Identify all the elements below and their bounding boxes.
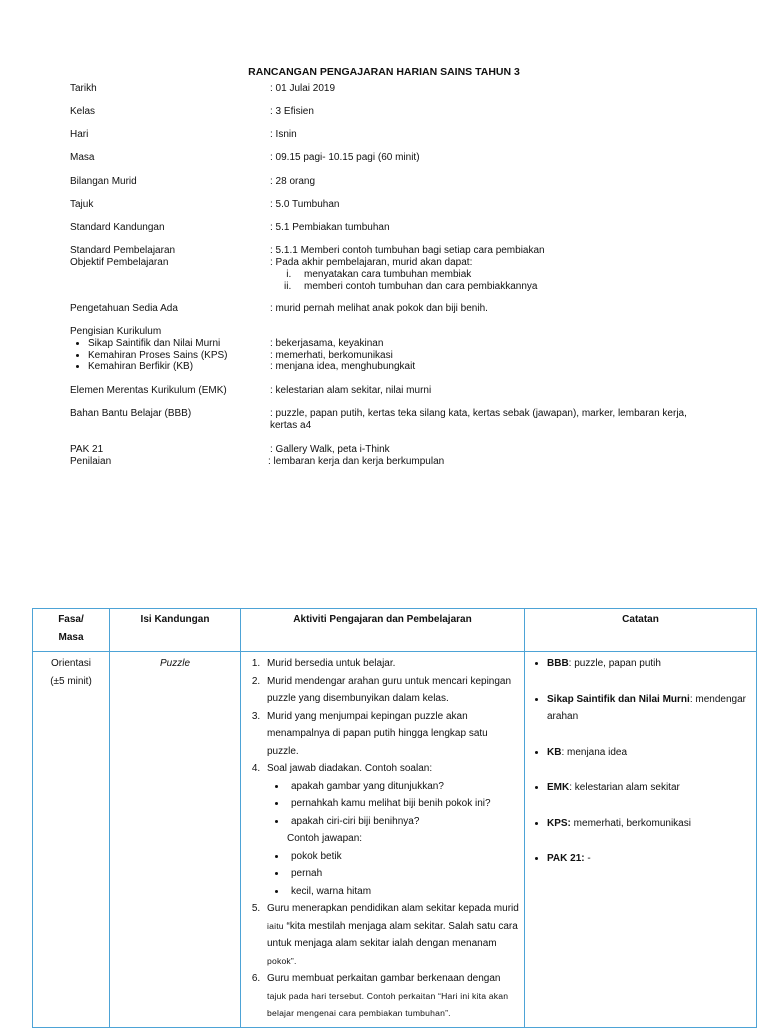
list-item: 3. Murid yang menjumpai kepingan puzzle akan menampalnya di papan putih hingga lengkap satu puzzle. bbox=[263, 708, 520, 761]
column-header-fasa bbox=[33, 609, 110, 652]
list-item: • pernahkah kamu melihat biji benih pokok ini? bbox=[287, 795, 520, 813]
item-text: Guru menerapkan pendidikan alam sekitar kepada murid bbox=[267, 903, 519, 914]
field-label: Standard Kandungan bbox=[70, 222, 165, 233]
field-label: Standard Pembelajaran bbox=[70, 245, 176, 256]
field-value: : 5.0 Tumbuhan bbox=[270, 199, 340, 210]
field-label: Masa bbox=[70, 152, 95, 163]
list-item bbox=[547, 815, 752, 833]
field-label: Tarikh bbox=[70, 83, 97, 94]
list-item: • apakah gambar yang ditunjukkan? bbox=[287, 778, 520, 796]
jawapan-list bbox=[267, 848, 520, 901]
field-value: : menjana idea, menghubungkait bbox=[270, 361, 416, 372]
field-label: Kelas bbox=[70, 106, 96, 117]
list-item: • apakah ciri-ciri biji benihnya? bbox=[287, 813, 520, 831]
table-header-row bbox=[33, 609, 757, 652]
item-text: - bbox=[584, 853, 591, 864]
field-value: : 5.1 Pembiakan tumbuhan bbox=[270, 222, 390, 233]
item-text: iaitu bbox=[267, 920, 284, 931]
item-key: PAK 21: bbox=[547, 853, 585, 864]
list-item bbox=[547, 779, 752, 797]
list-item bbox=[263, 900, 520, 970]
column-header-isi: Isi Kandungan bbox=[110, 609, 241, 652]
list-item: • Sikap Saintifik dan Nilai Murni bbox=[88, 338, 278, 350]
catatan-list bbox=[529, 655, 752, 868]
objektif-intro: : Pada akhir pembelajaran, murid akan dapat: bbox=[270, 257, 473, 268]
list-item bbox=[263, 760, 520, 900]
field-value: : 09.15 pagi- 10.15 pagi (60 minit) bbox=[270, 152, 420, 163]
list-item: • Kemahiran Berfikir (KB) bbox=[88, 361, 278, 373]
item-text: memerhati, berkomunikasi bbox=[570, 817, 691, 829]
cell-fasa bbox=[33, 652, 110, 1028]
field-label: Elemen Merentas Kurikulum (EMK) bbox=[70, 385, 227, 396]
objektif-list bbox=[270, 269, 710, 293]
field-value bbox=[270, 257, 710, 293]
item-text: “kita mestilah menjaga alam sekitar. Salah satu cara untuk menjaga alam sekitar ialah dengan menanam bbox=[267, 920, 518, 949]
kurikulum-list bbox=[70, 338, 278, 373]
list-item: • pernah bbox=[287, 865, 520, 883]
lesson-table bbox=[32, 608, 757, 1028]
field-value: : murid pernah melihat anak pokok dan biji benih. bbox=[270, 303, 488, 314]
aktiviti-list bbox=[245, 655, 520, 1023]
cell-isi: Puzzle bbox=[110, 652, 241, 1028]
list-item bbox=[263, 970, 520, 1023]
item-text: Guru membuat perkaitan gambar berkenaan dengan bbox=[267, 973, 501, 984]
list-item: ii. memberi contoh tumbuhan dan cara pembiakkannya bbox=[294, 281, 710, 293]
item-key: KPS: bbox=[547, 817, 571, 829]
field-label: Bilangan Murid bbox=[70, 176, 137, 187]
item-text: Soal jawab diadakan. Contoh soalan: bbox=[267, 763, 433, 774]
kurikulum-values bbox=[270, 338, 710, 373]
field-value: : 01 Julai 2019 bbox=[270, 83, 336, 94]
field-label: Hari bbox=[70, 129, 89, 140]
list-item bbox=[547, 850, 752, 868]
soalan-list bbox=[267, 778, 520, 831]
table-row bbox=[33, 652, 757, 1028]
field-value: : lembaran kerja dan kerja berkumpulan bbox=[268, 456, 445, 467]
field-label: PAK 21 bbox=[70, 444, 104, 455]
list-item: 2. Murid mendengar arahan guru untuk mencari kepingan puzzle yang disembunyikan dalam kelas. bbox=[263, 673, 520, 708]
cell-text: (±5 minit) bbox=[50, 676, 92, 687]
field-value: : puzzle, papan putih, kertas teka silang kata, kertas sebak (jawapan), marker, lembaran kerja, kertas a4 bbox=[270, 408, 687, 431]
item-key: Sikap Saintifik dan Nilai Murni bbox=[547, 693, 690, 705]
cell-text: Orientasi bbox=[50, 658, 91, 669]
list-item: • kecil, warna hitam bbox=[287, 883, 520, 901]
item-key: EMK bbox=[547, 782, 570, 793]
list-item: • Kemahiran Proses Sains (KPS) bbox=[88, 350, 278, 362]
item-key: BBB bbox=[547, 658, 569, 669]
item-text: pokok”. bbox=[267, 955, 297, 966]
document-title: RANCANGAN PENGAJARAN HARIAN SAINS TAHUN 3 bbox=[248, 66, 520, 78]
field-label: Penilaian bbox=[70, 456, 112, 467]
item-text: : mendengar arahan bbox=[547, 693, 746, 722]
field-label: Bahan Bantu Belajar (BBB) bbox=[70, 408, 192, 419]
item-text: : puzzle, papan putih bbox=[568, 658, 661, 669]
list-item bbox=[547, 655, 752, 673]
list-item bbox=[547, 691, 752, 726]
item-text: tajuk pada hari tersebut. Contoh perkaitan “Hari ini kita akan belajar mengenai cara pembiakan tumbuhan”. bbox=[267, 990, 509, 1018]
field-value: : 28 orang bbox=[270, 176, 316, 187]
column-header-catatan: Catatan bbox=[525, 609, 757, 652]
field-label: Tajuk bbox=[70, 199, 94, 210]
list-item bbox=[547, 744, 752, 762]
field-value: : Isnin bbox=[270, 129, 297, 140]
cell-catatan bbox=[525, 652, 757, 1028]
list-item: i. menyatakan cara tumbuhan membiak bbox=[294, 269, 710, 281]
list-item: 1. Murid bersedia untuk belajar. bbox=[263, 655, 520, 673]
field-value: : Gallery Walk, peta i-Think bbox=[270, 444, 390, 455]
cell-aktiviti bbox=[241, 652, 525, 1028]
field-value: : bekerjasama, keyakinan bbox=[270, 338, 384, 349]
column-header-aktiviti: Aktiviti Pengajaran dan Pembelajaran bbox=[241, 609, 525, 652]
item-key: KB bbox=[547, 746, 562, 758]
contoh-jawapan-label: Contoh jawapan: bbox=[287, 833, 363, 844]
header-text: Fasa/ bbox=[58, 614, 84, 625]
field-label: Objektif Pembelajaran bbox=[70, 257, 169, 268]
field-value: : 3 Efisien bbox=[270, 106, 314, 117]
field-value: : kelestarian alam sekitar, nilai murni bbox=[270, 385, 432, 396]
field-label: Pengetahuan Sedia Ada bbox=[70, 303, 178, 314]
list-item: • pokok betik bbox=[287, 848, 520, 866]
field-value: : 5.1.1 Memberi contoh tumbuhan bagi setiap cara pembiakan bbox=[270, 245, 545, 256]
header-text: Masa bbox=[58, 632, 84, 643]
field-label: Pengisian Kurikulum bbox=[70, 326, 162, 337]
item-text: : kelestarian alam sekitar bbox=[569, 782, 680, 793]
field-value: : memerhati, berkomunikasi bbox=[270, 349, 393, 361]
item-text: : menjana idea bbox=[561, 746, 628, 758]
